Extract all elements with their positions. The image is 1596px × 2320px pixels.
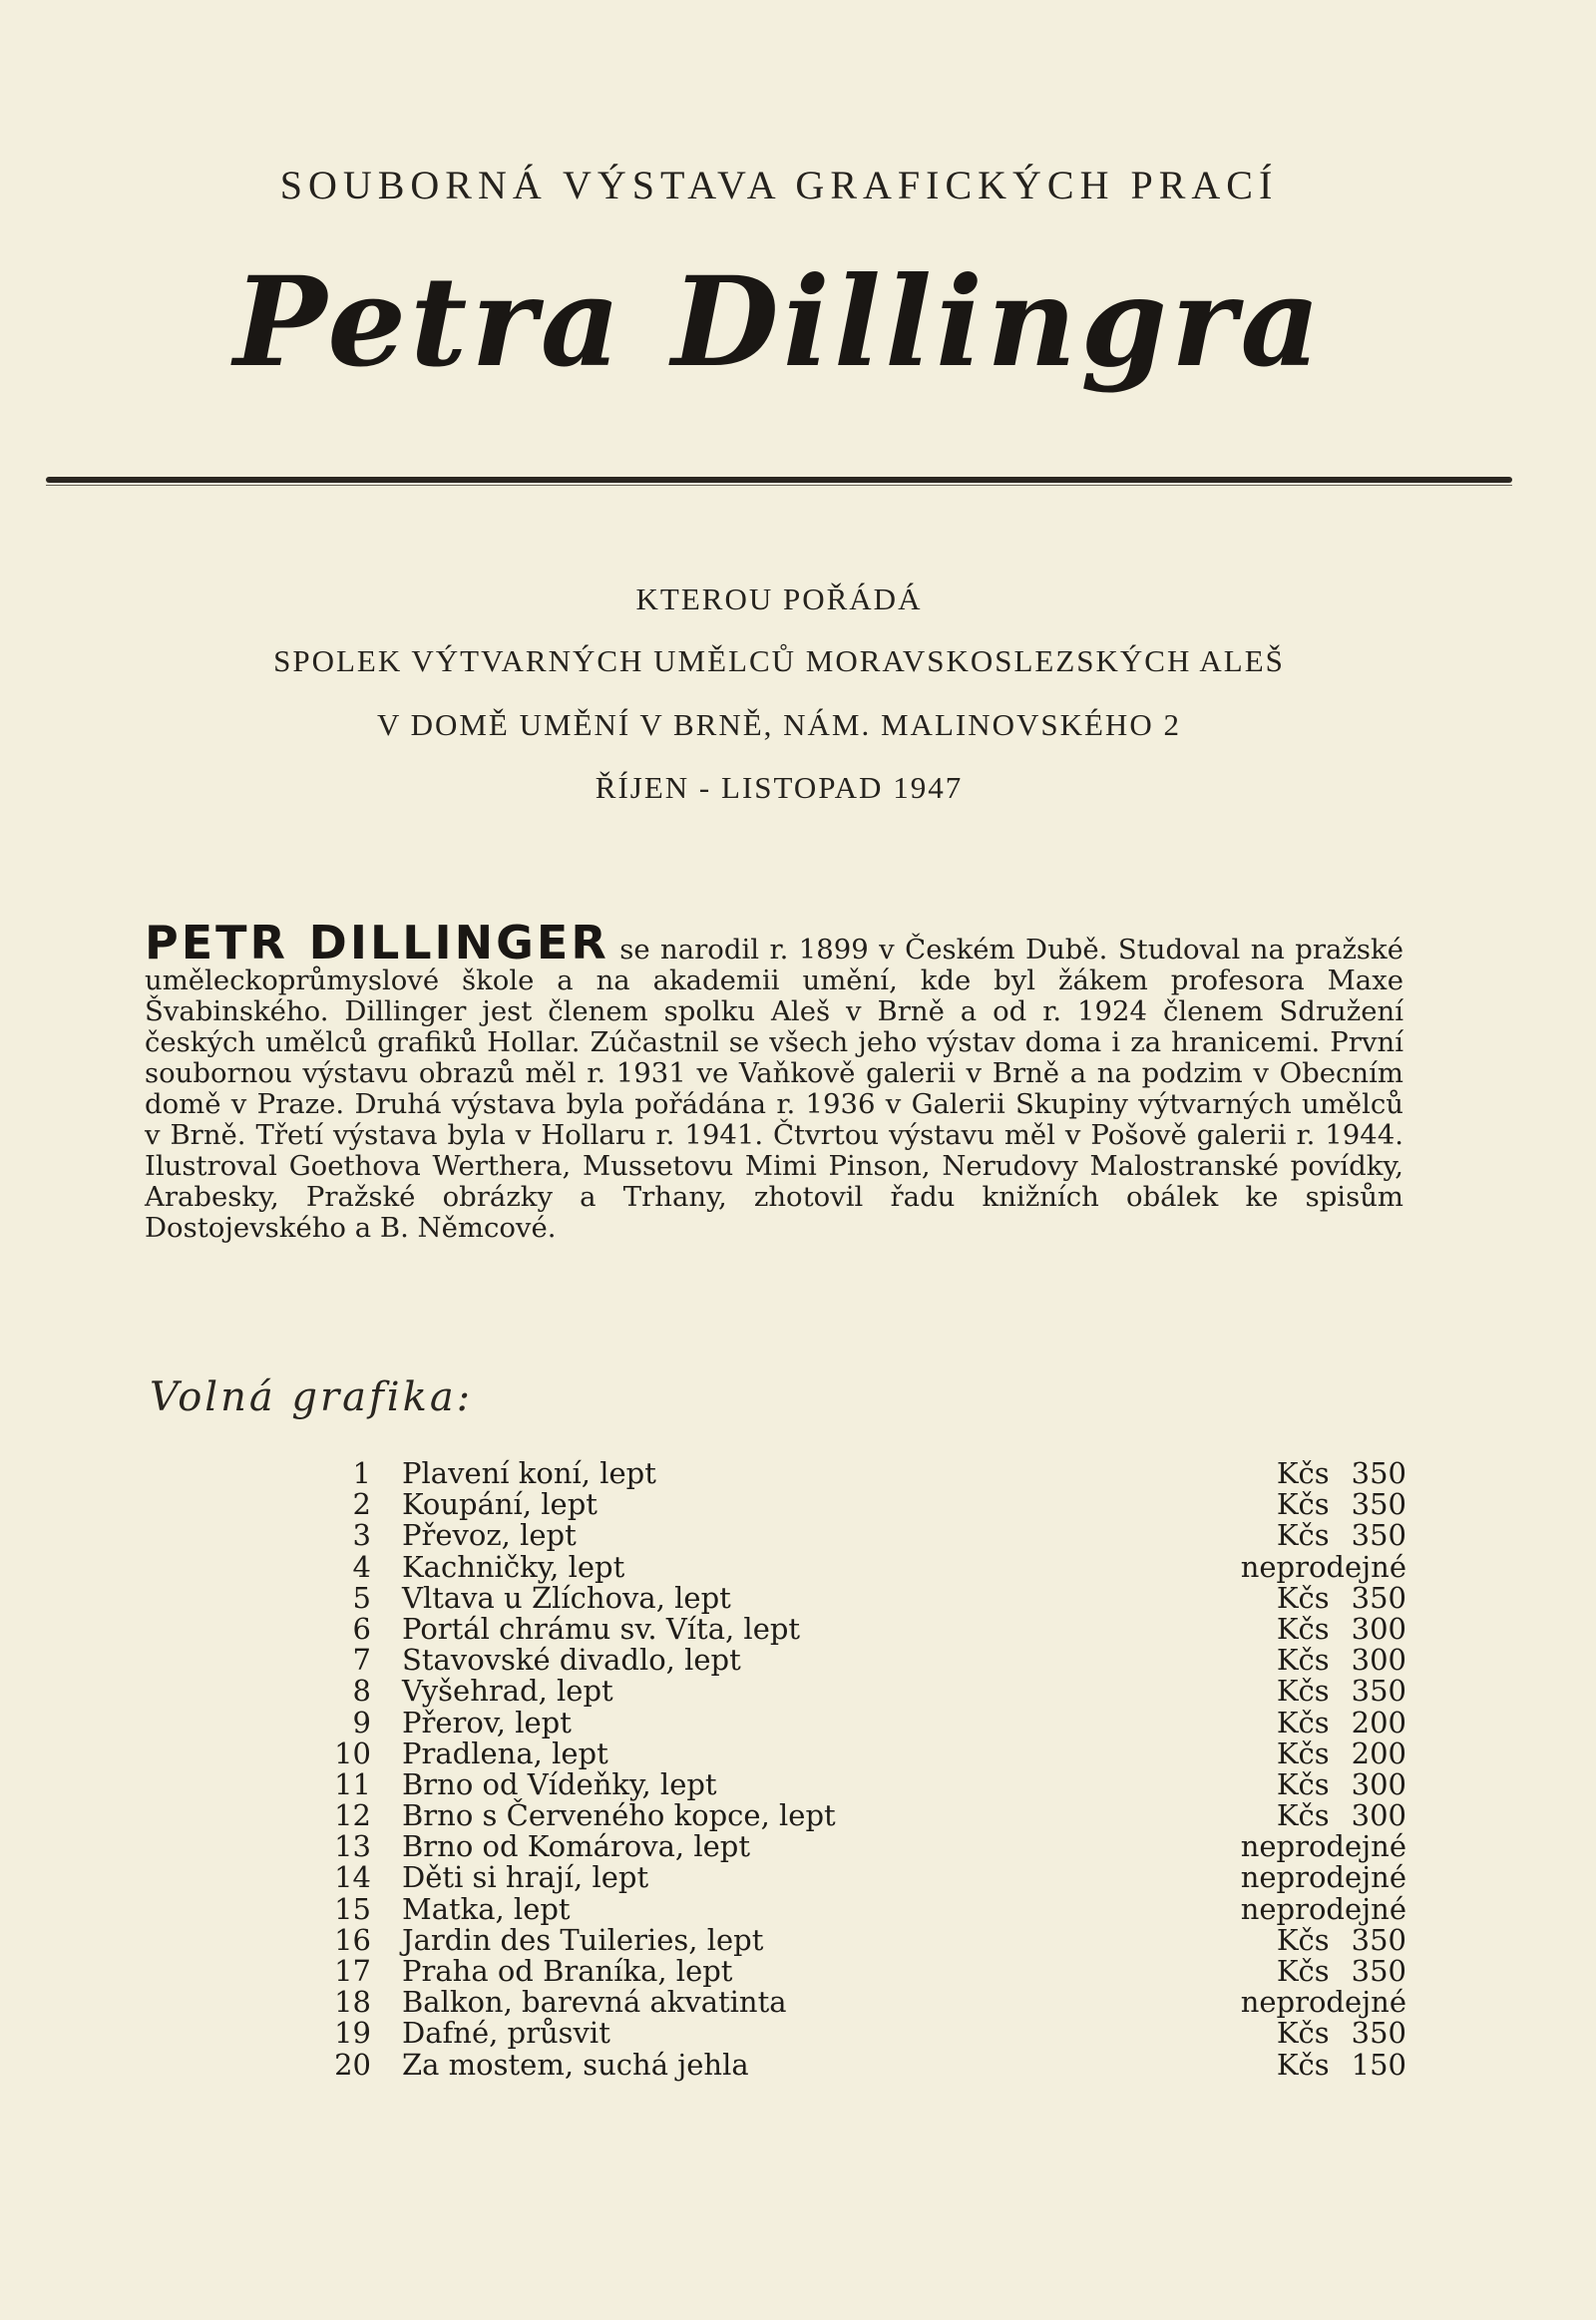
work-title: Dafné, průsvit bbox=[402, 2016, 610, 2051]
work-currency: Kčs bbox=[1276, 1580, 1330, 1615]
work-price bbox=[1276, 1922, 1406, 1957]
work-number: 14 bbox=[334, 1860, 371, 1895]
work-number: 17 bbox=[334, 1954, 371, 1988]
work-price-value: 300 bbox=[1351, 1611, 1406, 1646]
work-currency: Kčs bbox=[1276, 1705, 1330, 1740]
work-price-value: neprodejné bbox=[1240, 1985, 1406, 2020]
work-number: 2 bbox=[352, 1487, 371, 1522]
work-currency: Kčs bbox=[1276, 1487, 1330, 1522]
artist-biography bbox=[145, 916, 1403, 1244]
work-row bbox=[299, 1549, 1406, 1584]
work-currency: Kčs bbox=[1276, 1736, 1330, 1770]
work-title: Brno od Komárova, lept bbox=[402, 1829, 750, 1864]
work-number: 13 bbox=[334, 1829, 371, 1864]
work-row bbox=[299, 1645, 1406, 1676]
work-price-value: 350 bbox=[1351, 1487, 1406, 1522]
work-price-value: neprodejné bbox=[1240, 1891, 1406, 1926]
work-price bbox=[1277, 1645, 1406, 1676]
organizer-venue: V DOMĚ UMĚNÍ V BRNĚ, NÁM. MALINOVSKÉHO 2 bbox=[377, 707, 1181, 742]
work-row bbox=[299, 1862, 1406, 1893]
work-price bbox=[1276, 1580, 1406, 1615]
work-number: 20 bbox=[334, 2047, 371, 2082]
work-row bbox=[299, 1489, 1406, 1520]
work-currency: Kčs bbox=[1276, 1922, 1330, 1957]
work-title: Vyšehrad, lept bbox=[402, 1674, 613, 1709]
work-number: 9 bbox=[352, 1705, 371, 1740]
works-list bbox=[299, 1458, 1406, 2081]
work-title: Vltava u Zlíchova, lept bbox=[402, 1580, 731, 1615]
work-number: 7 bbox=[352, 1643, 371, 1678]
work-number: 1 bbox=[352, 1456, 371, 1490]
work-title: Portál chrámu sv. Víta, lept bbox=[402, 1611, 801, 1646]
work-currency: Kčs bbox=[1276, 1798, 1330, 1833]
work-price-value: neprodejné bbox=[1240, 1549, 1406, 1584]
work-number: 12 bbox=[334, 1798, 371, 1833]
work-title: Za mostem, suchá jehla bbox=[402, 2047, 749, 2082]
work-row bbox=[299, 1956, 1406, 1987]
work-price-value: 300 bbox=[1351, 1798, 1406, 1833]
work-price bbox=[1240, 1891, 1406, 1926]
work-row bbox=[299, 1800, 1406, 1831]
work-currency: Kčs bbox=[1276, 1456, 1330, 1490]
work-row bbox=[299, 1580, 1406, 1615]
work-title: Brno od Vídeňky, lept bbox=[402, 1766, 717, 1801]
work-row bbox=[299, 1766, 1406, 1801]
exhibition-supertitle: SOUBORNÁ VÝSTAVA GRAFICKÝCH PRACÍ bbox=[279, 163, 1279, 207]
work-number: 11 bbox=[334, 1766, 371, 1801]
work-price-value: 350 bbox=[1351, 1674, 1406, 1709]
work-price bbox=[1241, 1862, 1406, 1893]
work-number: 8 bbox=[352, 1674, 371, 1709]
work-row bbox=[299, 1736, 1406, 1770]
work-row bbox=[299, 1676, 1406, 1707]
work-price bbox=[1276, 1705, 1406, 1740]
work-row bbox=[299, 1987, 1406, 2018]
section-heading: Volná grafika: bbox=[150, 1374, 474, 1420]
work-row bbox=[299, 1458, 1406, 1489]
work-price-value: 350 bbox=[1351, 2016, 1406, 2051]
work-price-value: 350 bbox=[1351, 1518, 1406, 1553]
work-row bbox=[299, 2018, 1406, 2049]
work-number: 6 bbox=[352, 1611, 371, 1646]
work-currency: Kčs bbox=[1276, 1766, 1330, 1801]
work-number: 10 bbox=[334, 1736, 371, 1770]
work-title: Brno s Červeného kopce, lept bbox=[402, 1798, 836, 1833]
work-price-value: 350 bbox=[1351, 1922, 1406, 1957]
work-row bbox=[299, 2047, 1406, 2082]
work-price bbox=[1277, 2018, 1406, 2049]
work-price bbox=[1276, 1611, 1406, 1646]
work-row bbox=[299, 1705, 1406, 1740]
work-title: Převoz, lept bbox=[402, 1518, 577, 1553]
work-currency: Kčs bbox=[1276, 1954, 1330, 1988]
work-row bbox=[299, 1891, 1406, 1926]
work-price bbox=[1277, 1676, 1406, 1707]
work-title: Plavení koní, lept bbox=[402, 1456, 656, 1490]
work-title: Matka, lept bbox=[402, 1891, 571, 1926]
work-title: Jardin des Tuileries, lept bbox=[402, 1922, 764, 1957]
work-title: Koupání, lept bbox=[402, 1487, 598, 1522]
title-divider bbox=[46, 477, 1512, 483]
work-price bbox=[1277, 1520, 1406, 1551]
work-price-value: 300 bbox=[1351, 1643, 1406, 1678]
work-number: 16 bbox=[334, 1922, 371, 1957]
bio-artist-name: PETR DILLINGER bbox=[145, 916, 609, 969]
work-currency: Kčs bbox=[1276, 2047, 1330, 2082]
exhibition-dates: ŘÍJEN - LISTOPAD 1947 bbox=[595, 770, 964, 805]
work-number: 3 bbox=[352, 1518, 371, 1553]
bio-text: se narodil r. 1899 v Českém Dubě. Studoval na pražské uměleckoprůmyslové škole a na akademii umění, kde byl žákem profesora Maxe Švabinského. Dillinger jest členem spolku Aleš v Brně a od r. 1924 členem Sdružení českých umělců grafiků Hollar. Zúčastnil se všech jeho výstav doma i za hranicemi. První soubornou výstavu obrazů měl r. 1931 ve Vaňkově galerii v Brně a na podzim v Obecním domě v Praze. Druhá výstava byla pořádána r. 1936 v Galerii Skupiny výtvarných umělců v Brně. Třetí výstava byla v Hollaru r. 1941. Čtvrtou výstavu měl v Pošově galerii r. 1944. Ilustroval Goethova Werthera, Mussetovu Mimi Pinson, Nerudovy Malostranské povídky, Arabesky, Pražské obrázky a Trhany, zhotovil řadu knižních obálek ke spisům Dostojevského a B. Němcové. bbox=[145, 934, 1403, 1244]
work-price-value: 200 bbox=[1351, 1705, 1406, 1740]
work-title: Praha od Braníka, lept bbox=[402, 1954, 733, 1988]
work-price-value: 350 bbox=[1351, 1580, 1406, 1615]
work-price bbox=[1277, 1956, 1406, 1987]
work-price bbox=[1241, 1987, 1406, 2018]
title-divider-thin bbox=[46, 485, 1512, 486]
work-price-value: 300 bbox=[1351, 1766, 1406, 1801]
organizer-intro: KTEROU POŘÁDÁ bbox=[635, 581, 923, 616]
work-price bbox=[1276, 1736, 1406, 1770]
work-row bbox=[299, 1831, 1406, 1862]
work-price bbox=[1276, 1766, 1406, 1801]
work-price bbox=[1240, 1549, 1406, 1584]
work-title: Kachničky, lept bbox=[402, 1549, 625, 1584]
work-currency: Kčs bbox=[1276, 1643, 1330, 1678]
work-price bbox=[1276, 2047, 1406, 2082]
work-title: Pradlena, lept bbox=[402, 1736, 608, 1770]
work-price bbox=[1241, 1831, 1406, 1862]
work-price bbox=[1277, 1489, 1406, 1520]
work-row bbox=[299, 1922, 1406, 1957]
work-title: Děti si hrají, lept bbox=[402, 1860, 649, 1895]
organizer-society: SPOLEK VÝTVARNÝCH UMĚLCŮ MORAVSKOSLEZSKÝCH ALEŠ bbox=[273, 643, 1285, 678]
work-currency: Kčs bbox=[1276, 1518, 1330, 1553]
work-price-value: neprodejné bbox=[1240, 1829, 1406, 1864]
work-price-value: 200 bbox=[1351, 1736, 1406, 1770]
work-currency: Kčs bbox=[1276, 1611, 1330, 1646]
artist-title: Petra Dillingra bbox=[233, 250, 1325, 395]
work-row bbox=[299, 1520, 1406, 1551]
work-price bbox=[1277, 1800, 1406, 1831]
work-title: Stavovské divadlo, lept bbox=[402, 1643, 741, 1678]
work-number: 19 bbox=[334, 2016, 371, 2051]
work-row bbox=[299, 1611, 1406, 1646]
work-number: 4 bbox=[352, 1549, 371, 1584]
work-number: 18 bbox=[334, 1985, 371, 2020]
work-number: 5 bbox=[352, 1580, 371, 1615]
work-price bbox=[1277, 1458, 1406, 1489]
work-price-value: neprodejné bbox=[1240, 1860, 1406, 1895]
work-number: 15 bbox=[334, 1891, 371, 1926]
work-price-value: 150 bbox=[1351, 2047, 1406, 2082]
work-currency: Kčs bbox=[1276, 1674, 1330, 1709]
work-price-value: 350 bbox=[1351, 1954, 1406, 1988]
work-price-value: 350 bbox=[1351, 1456, 1406, 1490]
work-title: Balkon, barevná akvatinta bbox=[402, 1985, 787, 2020]
work-currency: Kčs bbox=[1276, 2016, 1330, 2051]
work-title: Přerov, lept bbox=[402, 1705, 572, 1740]
